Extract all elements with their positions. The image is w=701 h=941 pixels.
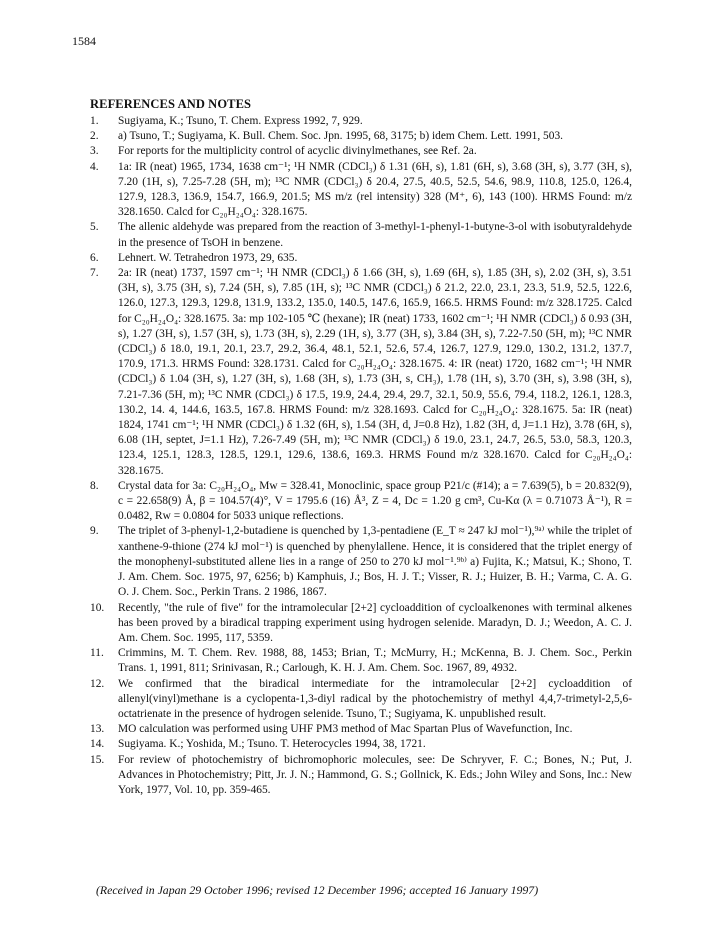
reference-item — [90, 524, 632, 600]
reference-text: 1a: IR (neat) 1965, 1734, 1638 cm⁻¹; ¹H NMR (CDCl₃) δ 1.31 (6H, s), 1.81 (6H, s), 3.68 (3H, s), 3.77 (3H, s), 7.20 (1H, s), 7.25-7.28 (5H, m); ¹³C NMR (CDCl₃) δ 20.4, 27.5, 40.5, 52.5, 54.6, 98.9, 110.8, 125.0, 126.4, 127.9, 128.3, 136.9, 154.7, 166.9, 201.5; MS m/z (rel intensity) 328 (M⁺, 6), 143 (100). HRMS Found: m/z 328.1650. Calcd for C₂₀H₂₄O₄: 328.1675. — [118, 160, 632, 219]
reference-text: Recently, "the rule of five" for the intramolecular [2+2] cycloaddition of cycloalkenones with terminal alkenes has been proved by a biradical trapping experiment using hydrogen selenide. Maradyn, D. J.; Weedon, A. C. J. Am. Chem. Soc. 1995, 117, 5359. — [118, 601, 632, 644]
reference-text: Crystal data for 3a: C₂₀H₂₄O₄, Mw = 328.41, Monoclinic, space group P21/c (#14); a = 7.639(5), b = 20.832(9), c = 22.658(9) Å, β = 104.57(4)°, V = 1795.6 (16) Å³, Z = 4, Dc = 1.20 g cm³, Cu-Kα (λ = 0.71073 Å⁻¹), R = 0.0482, Rw = 0.0804 for 5033 unique reflections. — [118, 479, 632, 523]
reference-text: Lehnert. W. Tetrahedron 1973, 29, 635. — [118, 251, 298, 264]
reference-item — [90, 722, 632, 737]
page-number: 1584 — [72, 34, 96, 48]
reference-item — [90, 266, 632, 479]
reference-number: 8. — [90, 479, 99, 492]
reference-text: Sugiyama, K.; Tsuno, T. Chem. Express 1992, 7, 929. — [118, 115, 363, 127]
reference-text: We confirmed that the biradical intermediate for the intramolecular [2+2] cycloaddition of allenyl(vinyl)methane is a cyclopenta-1,3-diyl radical by the photochemistry of methyl 4,4,7-trimetyl-2,5,6-octatrienate in the presence of hydrogen selenide. Tsuno, T.; Sugiyama, K. unpublished result. — [118, 677, 632, 720]
reference-number: 7. — [90, 267, 99, 280]
reference-item — [90, 114, 632, 129]
reference-text: The allenic aldehyde was prepared from the reaction of 3-methyl-1-phenyl-1-butyne-3-ol with isobutyraldehyde in the presence of TsOH in benzene. — [118, 221, 632, 249]
reference-number: 2. — [90, 130, 99, 143]
reference-item — [90, 220, 632, 250]
reference-item — [90, 737, 632, 752]
reference-text: a) Tsuno, T.; Sugiyama, K. Bull. Chem. Soc. Jpn. 1995, 68, 3175; b) idem Chem. Lett. 1991, 503. — [118, 130, 563, 143]
reference-item — [90, 646, 632, 676]
reference-item — [90, 601, 632, 647]
section-heading: REFERENCES AND NOTES — [90, 97, 252, 111]
reference-text: For reports for the multiplicity control of acyclic divinylmethanes, see Ref. 2a. — [118, 145, 477, 158]
reference-number: 10. — [90, 601, 105, 614]
reference-number: 3. — [90, 145, 99, 158]
reference-item — [90, 479, 632, 525]
reference-item — [90, 753, 632, 799]
reference-list — [90, 114, 632, 798]
reference-number: 1. — [90, 115, 99, 127]
reference-number: 12. — [90, 677, 105, 690]
reference-text: MO calculation was performed using UHF PM3 method of Mac Spartan Plus of Wavefunction, Inc. — [118, 723, 573, 736]
received-dates-note: (Received in Japan 29 October 1996; revised 12 December 1996; accepted 16 January 1997) — [96, 883, 539, 897]
reference-text: The triplet of 3-phenyl-1,2-butadiene is quenched by 1,3-pentadiene (E_T ≈ 247 kJ mol⁻¹),⁹ᵃ⁾ while the triplet of xanthene-9-thione (274 kJ mol⁻¹) is quenched by phenylallene. Hence, it is considered that the triplet energy of the monophenyl-substituted allene lies in a range of 250 to 270 kJ mol⁻¹.⁹ᵇ⁾ a) Fujita, K.; Matsui, K.; Shono, T. J. Am. Chem. Soc. 1975, 97, 6256; b) Kamphuis, J.; Bos, H. J. T.; Visser, R. J.; Huizer, B. H.; Varma, C. A. G. O. J. Chem. Soc., Perkin Trans. 2 1986, 1867. — [118, 525, 632, 599]
reference-number: 6. — [90, 251, 99, 264]
reference-number: 15. — [90, 753, 105, 766]
reference-number: 9. — [90, 525, 99, 538]
reference-number: 13. — [90, 723, 105, 736]
reference-number: 4. — [90, 160, 99, 173]
reference-text: For review of photochemistry of bichromophoric molecules, see: De Schryver, F. C.; Bones, N.; Put, J. Advances in Photochemistry; Pitt, Jr. J. N.; Hammond, G. S.; Gollnick, K. Eds.; John Wiley and Sons, Inc.: New York, 1977, Vol. 10, pp. 359-465. — [118, 753, 632, 796]
reference-number: 5. — [90, 221, 99, 234]
reference-item — [90, 677, 632, 723]
reference-item — [90, 251, 632, 266]
reference-text: 2a: IR (neat) 1737, 1597 cm⁻¹; ¹H NMR (CDCl₃) δ 1.66 (3H, s), 1.69 (6H, s), 1.85 (3H, s), 2.02 (3H, s), 3.51 (3H, s), 3.75 (3H, s), 7.24 (5H, s), 7.85 (1H, s); ¹³C NMR (CDCl₃) δ 21.2, 22.0, 23.1, 23.3, 51.9, 52.5, 122.6, 126.0, 127.3, 129.3, 129.8, 131.9, 133.2, 135.0, 140.5, 147.6, 165.9, 166.5. HRMS Found: m/z 328.1725. Calcd for C₂₀H₂₄O₄: 328.1675. 3a: mp 102-105 ℃ (hexane); IR (neat) 1733, 1602 cm⁻¹; ¹H NMR (CDCl₃) δ 0.93 (3H, s), 1.27 (3H, s), 1.57 (3H, s), 1.73 (3H, s), 2.29 (1H, s), 3.77 (3H, s), 3.84 (3H, s), 7.22-7.50 (5H, m); ¹³C NMR (CDCl₃) δ 18.0, 19.1, 20.1, 23.7, 29.2, 36.4, 48.1, 52.1, 52.6, 57.4, 126.7, 127.9, 129.0, 130.2, 131.2, 137.7, 170.9, 171.3. HRMS Found: 328.1731. Calcd for C₂₀H₂₄O₄: 328.1675. 4: IR (neat) 1720, 1682 cm⁻¹; ¹H NMR (CDCl₃) δ 1.04 (3H, s), 1.27 (3H, s), 1.68 (3H, s), 1.73 (3H, s, CH₃), 1.78 (1H, s), 3.70 (3H, s), 3.98 (3H, s), 7.21-7.36 (5H, m); ¹³C NMR (CDCl₃) δ 17.5, 19.9, 24.4, 29.4, 29.7, 32.1, 50.9, 55.6, 79.4, 118.2, 126.1, 128.3, 130.2, 14. 4, 144.6, 163.5, 167.8. HRMS Found: m/z 328.1693. Calcd for C₂₀H₂₄O₄: 328.1675. 5a: IR (neat) 1824, 1741 cm⁻¹; ¹H NMR (CDCl₃) δ 1.32 (6H, s), 1.54 (3H, d, J=0.8 Hz), 1.82 (3H, d, J=1.1 Hz), 3.78 (6H, s), 6.08 (1H, septet, J=1.1 Hz), 7.26-7.49 (5H, m); ¹³C NMR (CDCl₃) δ 19.0, 23.1, 24.7, 26.5, 53.0, 58.3, 120.3, 123.4, 125.1, 128.3, 128.5, 129.1, 129.6, 138.6, 169.3. HRMS Found m/z 328.1670. Calcd for C₂₀H₂₄O₄: 328.1675. — [118, 267, 632, 477]
reference-item — [90, 129, 632, 144]
reference-number: 14. — [90, 738, 105, 751]
reference-item — [90, 160, 632, 221]
reference-text: Sugiyama. K.; Yoshida, M.; Tsuno. T. Heterocycles 1994, 38, 1721. — [118, 738, 426, 751]
reference-number: 11. — [90, 647, 104, 660]
reference-text: Crimmins, M. T. Chem. Rev. 1988, 88, 1453; Brian, T.; McMurry, H.; McKenna, B. J. Chem. Soc., Perkin Trans. 1, 1991, 811; Srinivasan, R.; Carlough, K. H. J. Am. Chem. Soc. 1967, 89, 4932. — [118, 647, 632, 675]
reference-item — [90, 144, 632, 159]
